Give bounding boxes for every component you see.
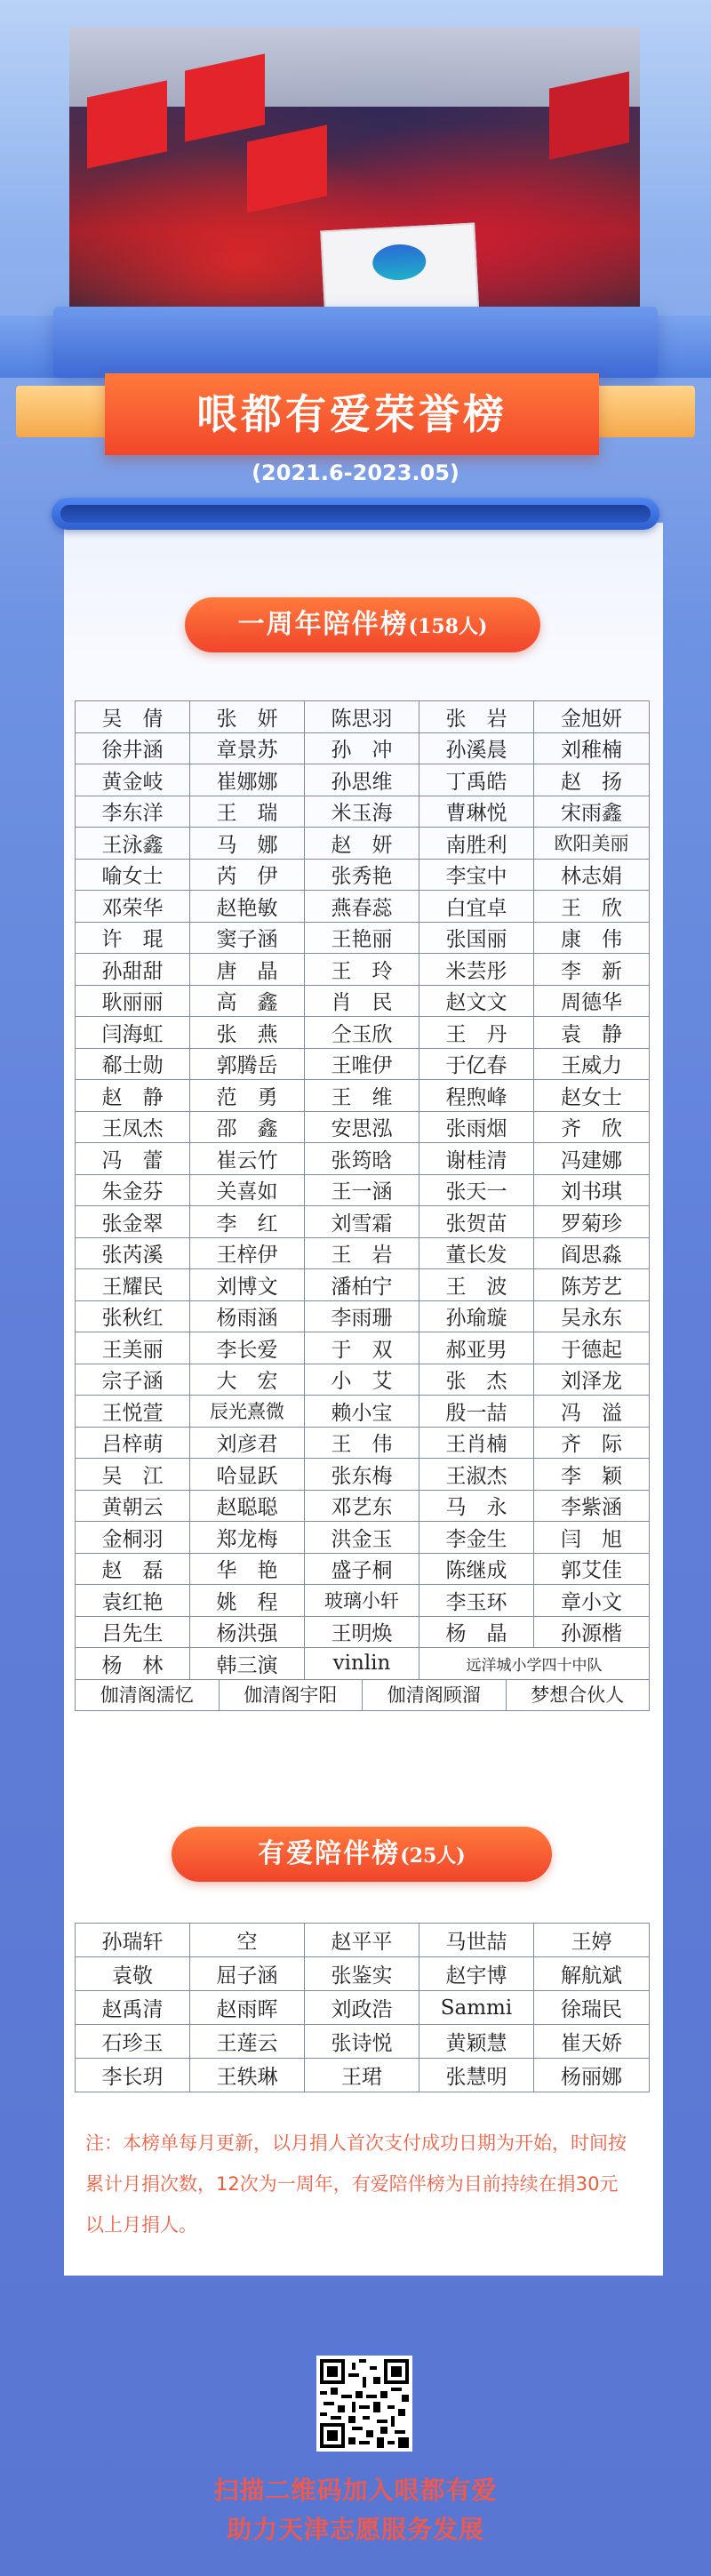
table-row bbox=[76, 1616, 650, 1648]
name-cell: 李宝中 bbox=[419, 859, 534, 891]
table-row bbox=[76, 1017, 650, 1049]
table-row bbox=[76, 1364, 650, 1396]
name-cell: 闫 旭 bbox=[534, 1522, 650, 1554]
name-cell: 赵雨晖 bbox=[190, 1991, 305, 2025]
table-row bbox=[76, 828, 650, 860]
name-cell: 王悦萱 bbox=[76, 1396, 190, 1428]
section-one-year-title bbox=[185, 597, 540, 652]
name-cell: 邓荣华 bbox=[76, 891, 190, 923]
name-cell: 张秋红 bbox=[76, 1300, 190, 1332]
name-cell: 袁敬 bbox=[76, 1957, 190, 1991]
logo-icon bbox=[371, 243, 427, 281]
section-companion-title bbox=[172, 1827, 552, 1882]
table-row bbox=[76, 1143, 650, 1175]
name-cell: 张国丽 bbox=[419, 922, 534, 954]
name-cell: 马 永 bbox=[419, 1490, 534, 1522]
name-cell: 崔云竹 bbox=[190, 1143, 305, 1175]
table-row bbox=[76, 1269, 650, 1301]
name-cell: 程煦峰 bbox=[419, 1080, 534, 1112]
name-cell: 丁禹皓 bbox=[419, 764, 534, 796]
name-cell: 崔娜娜 bbox=[190, 764, 305, 796]
table-row bbox=[76, 732, 650, 764]
name-cell: 李 新 bbox=[534, 954, 650, 986]
table-row bbox=[76, 1924, 650, 1957]
table-row bbox=[76, 1585, 650, 1617]
header-platform-inner bbox=[53, 307, 658, 378]
name-cell: 袁 静 bbox=[534, 1017, 650, 1049]
name-cell: 孙 冲 bbox=[305, 732, 419, 764]
name-cell: 李雨珊 bbox=[305, 1300, 419, 1332]
name-cell: 张慧明 bbox=[419, 2059, 534, 2092]
name-cell: 马 娜 bbox=[190, 828, 305, 860]
table-row bbox=[76, 1300, 650, 1332]
name-cell: 陈继成 bbox=[419, 1553, 534, 1585]
name-cell: 阎思淼 bbox=[534, 1237, 650, 1269]
table-row bbox=[76, 1237, 650, 1269]
name-cell: 喻女士 bbox=[76, 859, 190, 891]
name-cell: 王梓伊 bbox=[190, 1237, 305, 1269]
name-cell: 黄朝云 bbox=[76, 1490, 190, 1522]
name-cell: 梦想合伙人 bbox=[506, 1680, 650, 1710]
table-row bbox=[76, 2059, 650, 2092]
table-row bbox=[76, 1048, 650, 1080]
name-cell: 哈显跃 bbox=[190, 1459, 305, 1491]
table-row bbox=[76, 1957, 650, 1991]
name-cell: 吴 倩 bbox=[76, 701, 190, 733]
table-row bbox=[76, 1522, 650, 1554]
name-cell: 张 燕 bbox=[190, 1017, 305, 1049]
name-cell: 孙瑞轩 bbox=[76, 1924, 190, 1957]
name-cell: 姚 程 bbox=[190, 1585, 305, 1617]
qr-code[interactable] bbox=[316, 2356, 412, 2452]
section-count: (25人) bbox=[400, 1844, 466, 1868]
name-cell: 张 杰 bbox=[419, 1364, 534, 1396]
name-cell: 陈思羽 bbox=[305, 701, 419, 733]
name-cell: 黄金岐 bbox=[76, 764, 190, 796]
name-cell: 玻璃小轩 bbox=[305, 1585, 419, 1617]
name-cell: 赵文文 bbox=[419, 985, 534, 1017]
name-cell: 李 红 bbox=[190, 1206, 305, 1238]
table-row bbox=[76, 1080, 650, 1112]
name-cell: 邓艺东 bbox=[305, 1490, 419, 1522]
name-cell: 殷一喆 bbox=[419, 1396, 534, 1428]
name-cell: 张天一 bbox=[419, 1174, 534, 1206]
name-cell: 刘泽龙 bbox=[534, 1364, 650, 1396]
name-cell: 白宜卓 bbox=[419, 891, 534, 923]
name-cell: 刘书琪 bbox=[534, 1174, 650, 1206]
name-cell: 杨 林 bbox=[76, 1648, 190, 1680]
section-count: (158人) bbox=[408, 615, 488, 638]
name-cell: 大 宏 bbox=[190, 1364, 305, 1396]
name-cell: 赵宇博 bbox=[419, 1957, 534, 1991]
name-cell: 王 欣 bbox=[534, 891, 650, 923]
name-cell: 李长爱 bbox=[190, 1332, 305, 1364]
name-cell: 崔天娇 bbox=[534, 2025, 650, 2059]
name-cell: 赖小宝 bbox=[305, 1396, 419, 1428]
name-cell: 冯建娜 bbox=[534, 1143, 650, 1175]
name-cell: 王 波 bbox=[419, 1269, 534, 1301]
name-cell: 李玉环 bbox=[419, 1585, 534, 1617]
name-cell: 米芸彤 bbox=[419, 954, 534, 986]
table-row bbox=[76, 954, 650, 986]
table-row bbox=[76, 1553, 650, 1585]
name-cell: 闫海虹 bbox=[76, 1017, 190, 1049]
name-cell: 芮 伊 bbox=[190, 859, 305, 891]
name-cell: 周德华 bbox=[534, 985, 650, 1017]
name-cell: 张东梅 bbox=[305, 1459, 419, 1491]
name-cell: 孙源楷 bbox=[534, 1616, 650, 1648]
name-cell: 陈芳艺 bbox=[534, 1269, 650, 1301]
name-cell: 远洋城小学四十中队 bbox=[419, 1648, 650, 1680]
name-cell: 张芮溪 bbox=[76, 1237, 190, 1269]
name-cell: 关喜如 bbox=[190, 1174, 305, 1206]
name-cell: 韩三演 bbox=[190, 1648, 305, 1680]
name-cell: 洪金玉 bbox=[305, 1522, 419, 1554]
name-cell: 伽清阁顾溜 bbox=[362, 1680, 506, 1710]
name-cell: 赵平平 bbox=[305, 1924, 419, 1957]
name-cell: 吴永东 bbox=[534, 1300, 650, 1332]
page-title: 哏都有爱荣誉榜 bbox=[196, 390, 507, 438]
name-cell: 王泳鑫 bbox=[76, 828, 190, 860]
name-cell: 罗菊珍 bbox=[534, 1206, 650, 1238]
name-cell: 孙瑜璇 bbox=[419, 1300, 534, 1332]
qr-code-icon bbox=[320, 2359, 409, 2448]
name-cell: 伽清阁宇阳 bbox=[219, 1680, 363, 1710]
name-cell: 董长发 bbox=[419, 1237, 534, 1269]
table-row bbox=[76, 701, 650, 733]
name-cell: 燕春蕊 bbox=[305, 891, 419, 923]
name-cell: 吕梓萌 bbox=[76, 1427, 190, 1459]
name-cell: 华 艳 bbox=[190, 1553, 305, 1585]
scroll-rod-groove bbox=[60, 505, 651, 523]
name-cell: 米玉海 bbox=[305, 796, 419, 828]
name-cell: 邵 鑫 bbox=[190, 1111, 305, 1143]
name-cell: 于德起 bbox=[534, 1332, 650, 1364]
name-cell: 杨雨涵 bbox=[190, 1300, 305, 1332]
table-row bbox=[76, 1206, 650, 1238]
name-cell: 肖 民 bbox=[305, 985, 419, 1017]
name-cell: 张雨烟 bbox=[419, 1111, 534, 1143]
name-cell: 王轶琳 bbox=[190, 2059, 305, 2092]
name-cell: 伽清阁濡忆 bbox=[100, 1684, 194, 1706]
name-cell: 赵 扬 bbox=[534, 764, 650, 796]
table-row bbox=[76, 1396, 650, 1428]
scroll-rod bbox=[52, 498, 659, 530]
name-cell: 郗士勋 bbox=[76, 1048, 190, 1080]
name-cell: 空 bbox=[190, 1924, 305, 1957]
name-cell: 张鉴实 bbox=[305, 1957, 419, 1991]
table-row bbox=[76, 764, 650, 796]
table-row bbox=[76, 1679, 650, 1711]
last-row-group bbox=[76, 1680, 649, 1710]
name-cell: 郭腾岳 bbox=[190, 1048, 305, 1080]
name-cell: 屈子涵 bbox=[190, 1957, 305, 1991]
name-cell: 李紫涵 bbox=[534, 1490, 650, 1522]
name-cell: 王婷 bbox=[534, 1924, 650, 1957]
name-cell: 王淑杰 bbox=[419, 1459, 534, 1491]
footer-line-1: 扫描二维码加入哏都有爱 bbox=[213, 2476, 498, 2505]
name-cell: 孙溪晨 bbox=[419, 732, 534, 764]
name-cell: 王肖楠 bbox=[419, 1427, 534, 1459]
name-cell: 孙甜甜 bbox=[76, 954, 190, 986]
table-row bbox=[76, 1427, 650, 1459]
name-cell: 林志娟 bbox=[534, 859, 650, 891]
name-cell: 杨 晶 bbox=[419, 1616, 534, 1648]
note-text: 注：本榜单每月更新，以月捐人首次支付成功日期为开始，时间按累计月捐次数，12次为一周年，有爱陪伴榜为目前持续在捐30元以上月捐人。 bbox=[85, 2132, 627, 2236]
name-cell: 刘彦君 bbox=[190, 1427, 305, 1459]
name-cell: 马世喆 bbox=[419, 1924, 534, 1957]
name-cell: 解航斌 bbox=[534, 1957, 650, 1991]
companion-honor-table bbox=[75, 1923, 650, 2092]
name-cell: 康 伟 bbox=[534, 922, 650, 954]
one-year-honor-table bbox=[75, 700, 650, 1711]
name-cell: 齐 际 bbox=[534, 1427, 650, 1459]
name-cell: 徐瑞民 bbox=[534, 1991, 650, 2025]
name-cell: 谢桂清 bbox=[419, 1143, 534, 1175]
table-row bbox=[76, 1490, 650, 1522]
name-cell: 张诗悦 bbox=[305, 2025, 419, 2059]
name-cell: 郑龙梅 bbox=[190, 1522, 305, 1554]
name-cell: 宗子涵 bbox=[76, 1364, 190, 1396]
name-cell: 赵 静 bbox=[76, 1080, 190, 1112]
name-cell: 王珺 bbox=[305, 2059, 419, 2092]
name-cell: 王唯伊 bbox=[305, 1048, 419, 1080]
name-cell: 吴 江 bbox=[76, 1459, 190, 1491]
name-cell: 许 琨 bbox=[76, 922, 190, 954]
section-title: 一周年陪伴榜 bbox=[237, 609, 409, 640]
name-cell: 王 伟 bbox=[305, 1427, 419, 1459]
name-cell: 张秀艳 bbox=[305, 859, 419, 891]
name-cell: 赵 妍 bbox=[305, 828, 419, 860]
name-cell: 张金翠 bbox=[76, 1206, 190, 1238]
event-photo bbox=[69, 27, 640, 320]
red-flag bbox=[247, 124, 327, 212]
table-row bbox=[76, 985, 650, 1017]
name-cell: 张 岩 bbox=[419, 701, 534, 733]
section-title: 有爱陪伴榜 bbox=[258, 1838, 401, 1869]
name-cell: 张筠晗 bbox=[305, 1143, 419, 1175]
table-row bbox=[76, 1332, 650, 1364]
table-row bbox=[76, 1648, 650, 1680]
name-cell: 王凤杰 bbox=[76, 1111, 190, 1143]
table-row bbox=[76, 1991, 650, 2025]
table-row bbox=[76, 922, 650, 954]
table-row bbox=[76, 1459, 650, 1491]
title-box bbox=[105, 373, 599, 455]
table-row bbox=[76, 891, 650, 923]
name-cell: 郝亚男 bbox=[419, 1332, 534, 1364]
name-cell: vinlin bbox=[305, 1648, 419, 1680]
name-cell: 盛子桐 bbox=[305, 1553, 419, 1585]
name-cell: 张 妍 bbox=[190, 701, 305, 733]
name-cell: 王威力 bbox=[534, 1048, 650, 1080]
name-cell: 于 双 bbox=[305, 1332, 419, 1364]
name-cell: 小 艾 bbox=[305, 1364, 419, 1396]
table-row bbox=[76, 1174, 650, 1206]
name-cell: 范 勇 bbox=[190, 1080, 305, 1112]
name-cell: 王 玲 bbox=[305, 954, 419, 986]
name-cell: 于亿春 bbox=[419, 1048, 534, 1080]
name-cell: 仝玉欣 bbox=[305, 1017, 419, 1049]
name-cell: 章景苏 bbox=[190, 732, 305, 764]
name-cell: 潘柏宁 bbox=[305, 1269, 419, 1301]
name-cell: 窦子涵 bbox=[190, 922, 305, 954]
name-cell: 王美丽 bbox=[76, 1332, 190, 1364]
name-cell: 宋雨鑫 bbox=[534, 796, 650, 828]
name-cell: Sammi bbox=[419, 1991, 534, 2025]
name-cell: 石珍玉 bbox=[76, 2025, 190, 2059]
name-cell: 王一涵 bbox=[305, 1174, 419, 1206]
name-cell: 冯 蕾 bbox=[76, 1143, 190, 1175]
name-cell: 刘政浩 bbox=[305, 1991, 419, 2025]
name-cell: 齐 欣 bbox=[534, 1111, 650, 1143]
table-row bbox=[76, 796, 650, 828]
name-cell: 王 岩 bbox=[305, 1237, 419, 1269]
name-cell: 赵聪聪 bbox=[190, 1490, 305, 1522]
name-cell: 杨洪强 bbox=[190, 1616, 305, 1648]
name-cell: 金桐羽 bbox=[76, 1522, 190, 1554]
table-row bbox=[76, 859, 650, 891]
name-cell: 王明焕 bbox=[305, 1616, 419, 1648]
name-cell: 赵禹清 bbox=[76, 1991, 190, 2025]
name-cell: 高 鑫 bbox=[190, 985, 305, 1017]
name-cell: 王 瑞 bbox=[190, 796, 305, 828]
name-cell: 金旭妍 bbox=[534, 701, 650, 733]
name-cell: 曹琳悦 bbox=[419, 796, 534, 828]
name-cell: 李长玥 bbox=[76, 2059, 190, 2092]
name-cell: 南胜利 bbox=[419, 828, 534, 860]
name-cell: 王耀民 bbox=[76, 1269, 190, 1301]
name-cell: 张贺苗 bbox=[419, 1206, 534, 1238]
name-cell: 安思泓 bbox=[305, 1111, 419, 1143]
name-cell: 刘雪霜 bbox=[305, 1206, 419, 1238]
name-cell: 黄颖慧 bbox=[419, 2025, 534, 2059]
name-cell: 杨丽娜 bbox=[534, 2059, 650, 2092]
name-cell: 王 维 bbox=[305, 1080, 419, 1112]
name-cell: 王莲云 bbox=[190, 2025, 305, 2059]
footer-line-2: 助力天津志愿服务发展 bbox=[226, 2515, 484, 2544]
name-cell: 李东洋 bbox=[76, 796, 190, 828]
name-cell: 朱金芬 bbox=[76, 1174, 190, 1206]
name-cell: 袁红艳 bbox=[76, 1585, 190, 1617]
name-cell: 李 颖 bbox=[534, 1459, 650, 1491]
name-cell: 王艳丽 bbox=[305, 922, 419, 954]
name-cell: 王 丹 bbox=[419, 1017, 534, 1049]
date-range: (2021.6-2023.05) bbox=[252, 460, 459, 485]
name-cell: 辰光熹微 bbox=[190, 1396, 305, 1428]
table-row bbox=[76, 2025, 650, 2059]
name-cell: 郭艾佳 bbox=[534, 1553, 650, 1585]
name-cell: 李金生 bbox=[419, 1522, 534, 1554]
name-cell: 欧阳美丽 bbox=[534, 828, 650, 860]
table-row bbox=[76, 1111, 650, 1143]
name-cell: 赵艳敏 bbox=[190, 891, 305, 923]
name-cell: 刘博文 bbox=[190, 1269, 305, 1301]
name-cell: 章小文 bbox=[534, 1585, 650, 1617]
name-cell: 刘稚楠 bbox=[534, 732, 650, 764]
name-cell: 徐井涵 bbox=[76, 732, 190, 764]
name-cell-group bbox=[76, 1679, 650, 1711]
name-cell: 耿丽丽 bbox=[76, 985, 190, 1017]
photo-banner bbox=[320, 223, 479, 320]
name-cell: 吕先生 bbox=[76, 1616, 190, 1648]
name-cell: 赵 磊 bbox=[76, 1553, 190, 1585]
name-cell: 孙思维 bbox=[305, 764, 419, 796]
name-cell: 唐 晶 bbox=[190, 954, 305, 986]
name-cell: 赵女士 bbox=[534, 1080, 650, 1112]
name-cell: 冯 溢 bbox=[534, 1396, 650, 1428]
